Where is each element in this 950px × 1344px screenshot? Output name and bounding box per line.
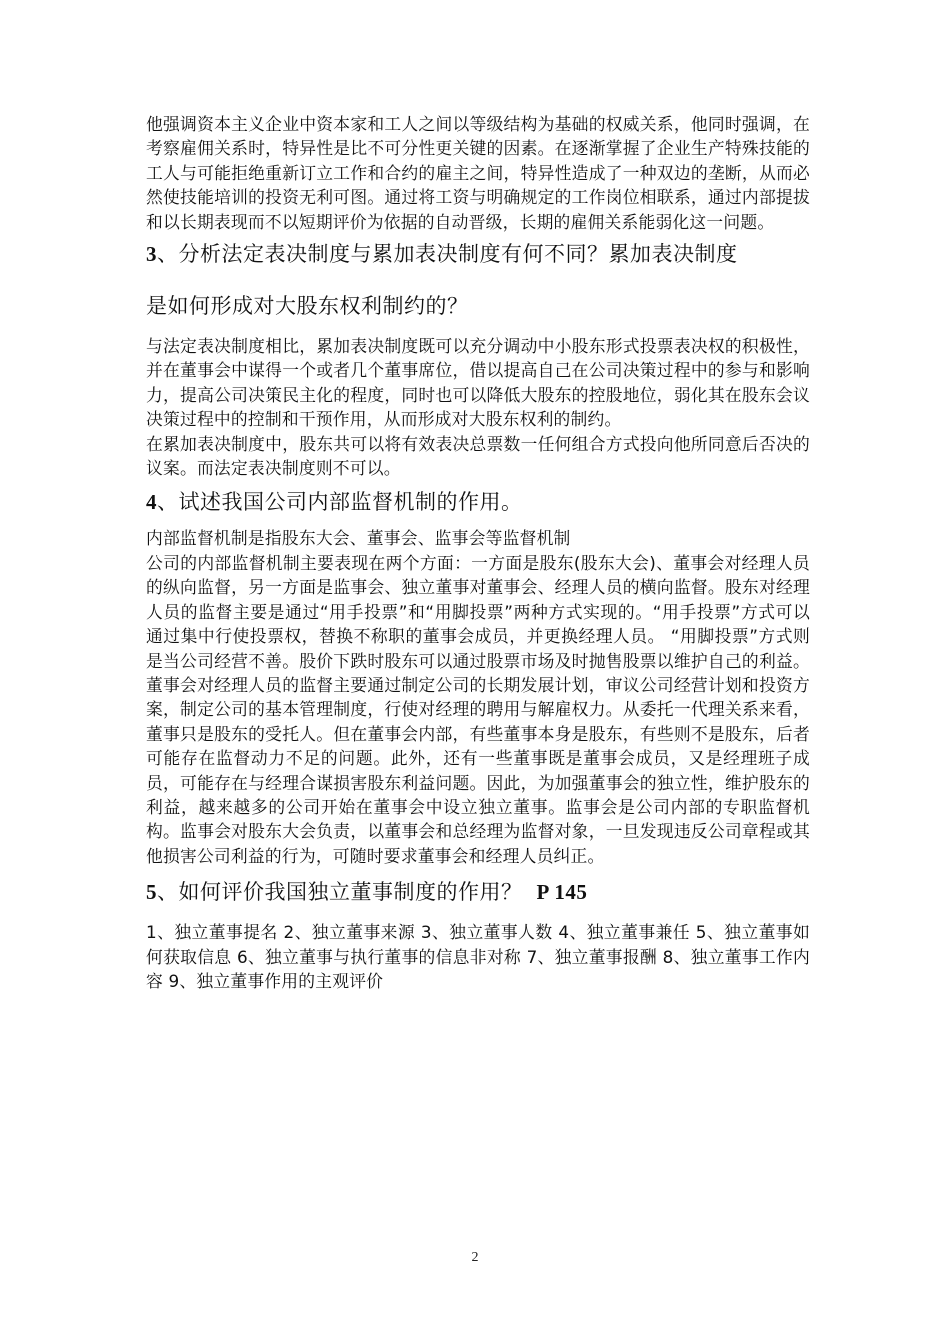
question-3-text-line2: 是如何形成对大股东权利制约的？ xyxy=(146,294,469,319)
question-3-answer-paragraph-1: 与法定表决制度相比，累加表决制度既可以充分调动中小股东形式投票表决权的积极性，并在董事会中谋得一个或者几个董事席位，借以提高自己在公司决策过程中的参与和影响力，提高公司决策民主化的程度，同时也可以降低大股东的控股地位，弱化其在股东会议决策过程中的控制和干预作用，从而形成对大股东权利的制约。 xyxy=(146,336,810,430)
question-5-number: 5 xyxy=(146,880,157,905)
question-5-page-reference: P 145 xyxy=(536,880,588,905)
question-5-answer: 1、独立董事提名 2、独立董事来源 3、独立董事人数 4、独立董事兼任 5、独立董事如何获取信息 6、独立董事与执行董事的信息非对称 7、独立董事报酬 8、独立董事工作内容 9、独立董事作用的主观评价 xyxy=(146,922,810,991)
question-3-number: 3 xyxy=(146,242,157,267)
question-3-text-line1: 、分析法定表决制度与累加表决制度有何不同？累加表决制度 xyxy=(157,242,738,267)
question-4-answer-paragraph-1: 内部监督机制是指股东大会、董事会、监事会等监督机制 xyxy=(146,528,571,549)
page-number: 2 xyxy=(471,1250,479,1265)
document-body xyxy=(146,112,810,993)
question-4-number: 4 xyxy=(146,490,157,515)
question-4-text: 、试述我国公司内部监督机制的作用。 xyxy=(157,490,523,515)
question-3-answer-paragraph-2: 在累加表决制度中，股东共可以将有效表决总票数一任何组合方式投向他所同意后否决的议案。而法定表决制度则不可以。 xyxy=(146,433,810,479)
question-4-answer-paragraph-2: 公司的内部监督机制主要表现在两个方面：一方面是股东(股东大会)、董事会对经理人员的纵向监督，另一方面是监事会、独立董事对董事会、经理人员的横向监督。股东对经理人员的监督主要是通过“用手投票”和“用脚投票”两种方式实现的。“用手投票”方式可以通过集中行使投票权，替换不称职的董事会成员，并更换经理人员。 “用脚投票”方式则是当公司经营不善。股价下跌时股东可以通过股票市场及时抛售股票以维护自己的利益。董事会对经理人员的监督主要通过制定公司的长期发展计划，审议公司经营计划和投资方案，制定公司的基本管理制度，行使对经理的聘用与解雇权力。从委托一代理关系来看，董事只是股东的受托人。但在董事会内部，有些董事本身是股东，有些则不是股东，后者可能存在监督动力不足的问题。此外，还有一些董事既是董事会成员，又是经理班子成员，可能存在与经理合谋损害股东利益问题。因此，为加强董事会的独立性，维护股东的利益，越来越多的公司开始在董事会中设立独立董事。监事会是公司内部的专职监督机构。监事会对股东大会负责，以董事会和总经理为监督对象，一旦发现违反公司章程或其他损害公司利益的行为，可随时要求董事会和经理人员纠正。 xyxy=(146,552,810,866)
question-5-text: 、如何评价我国独立董事制度的作用？ xyxy=(157,880,523,905)
question-4-heading xyxy=(146,488,810,516)
question-3-heading xyxy=(146,240,810,320)
intro-paragraph: 他强调资本主义企业中资本家和工人之间以等级结构为基础的权威关系，他同时强调，在考察雇佣关系时，特异性是比不可分性更关键的因素。在逐渐掌握了企业生产特殊技能的工人与可能拒绝重新订立工作和合约的雇主之间，特异性造成了一种双边的垄断，从而必然使技能培训的投资无利可图。通过将工资与明确规定的工作岗位相联系，通过内部提拔和以长期表现而不以短期评价为依据的自动晋级，长期的雇佣关系能弱化这一问题。 xyxy=(146,114,810,232)
question-5-heading xyxy=(146,878,810,906)
